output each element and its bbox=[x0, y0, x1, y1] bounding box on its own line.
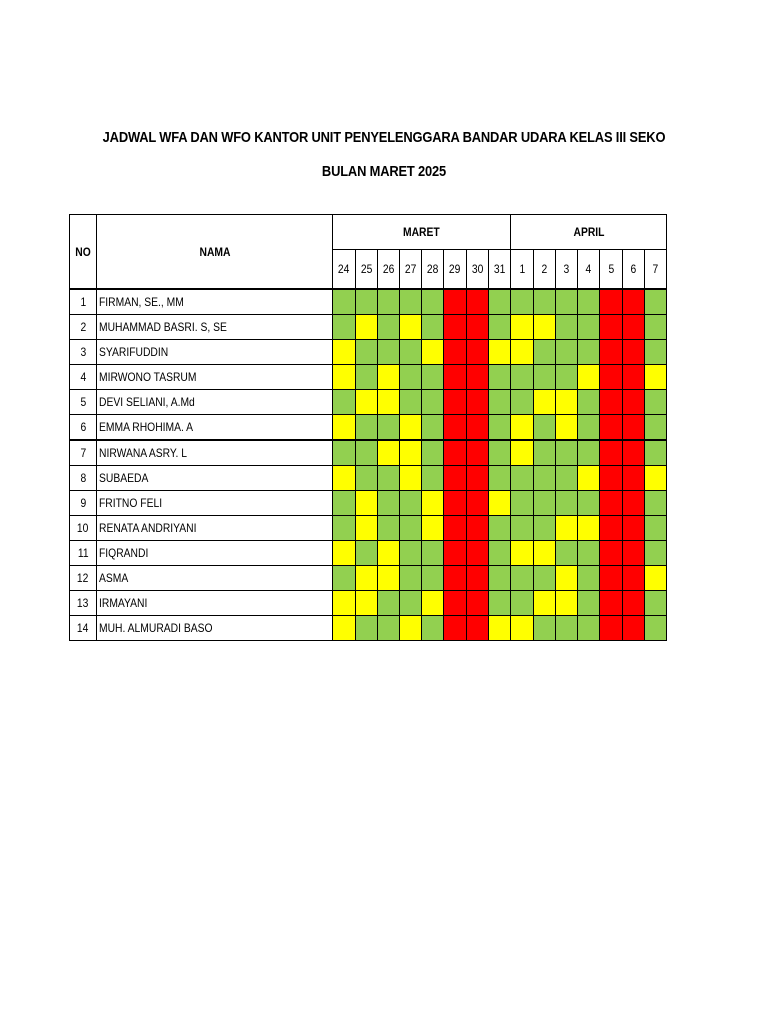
schedule-cell bbox=[623, 415, 645, 441]
schedule-cell bbox=[600, 591, 623, 616]
schedule-cell bbox=[578, 616, 600, 641]
schedule-cell bbox=[400, 566, 422, 591]
schedule-cell bbox=[378, 365, 400, 390]
header-day: 6 bbox=[623, 250, 645, 290]
document-subtitle: BULAN MARET 2025 bbox=[321, 163, 447, 180]
schedule-cell bbox=[600, 616, 623, 641]
header-month-maret: MARET bbox=[333, 215, 511, 250]
employee-name: SYARIFUDDIN bbox=[97, 340, 333, 365]
schedule-cell bbox=[444, 415, 467, 441]
row-number: 6 bbox=[70, 415, 97, 441]
schedule-cell bbox=[623, 591, 645, 616]
schedule-cell bbox=[444, 289, 467, 315]
schedule-cell bbox=[422, 415, 444, 441]
header-month-april: APRIL bbox=[511, 215, 667, 250]
table-row bbox=[70, 491, 667, 516]
schedule-cell bbox=[534, 340, 556, 365]
schedule-cell bbox=[378, 440, 400, 466]
schedule-cell bbox=[400, 315, 422, 340]
schedule-cell bbox=[400, 491, 422, 516]
employee-name: NIRWANA ASRY. L bbox=[97, 440, 333, 466]
schedule-cell bbox=[489, 541, 511, 566]
schedule-cell bbox=[444, 315, 467, 340]
schedule-cell bbox=[600, 315, 623, 340]
schedule-cell bbox=[600, 491, 623, 516]
schedule-cell bbox=[534, 491, 556, 516]
employee-name: SUBAEDA bbox=[97, 466, 333, 491]
schedule-cell bbox=[489, 289, 511, 315]
table-row bbox=[70, 315, 667, 340]
schedule-cell bbox=[356, 440, 378, 466]
schedule-cell bbox=[378, 466, 400, 491]
schedule-cell bbox=[444, 591, 467, 616]
schedule-cell bbox=[600, 516, 623, 541]
schedule-cell bbox=[378, 616, 400, 641]
schedule-cell bbox=[333, 340, 356, 365]
schedule-cell bbox=[600, 390, 623, 415]
row-number: 12 bbox=[70, 566, 97, 591]
header-day: 24 bbox=[333, 250, 356, 290]
employee-name: RENATA ANDRIYANI bbox=[97, 516, 333, 541]
schedule-cell bbox=[645, 315, 667, 340]
table-row bbox=[70, 591, 667, 616]
schedule-cell bbox=[645, 566, 667, 591]
schedule-cell bbox=[467, 516, 489, 541]
row-number: 13 bbox=[70, 591, 97, 616]
schedule-cell bbox=[489, 365, 511, 390]
schedule-cell bbox=[645, 516, 667, 541]
schedule-cell bbox=[600, 440, 623, 466]
schedule-cell bbox=[422, 340, 444, 365]
employee-name: MUH. ALMURADI BASO bbox=[97, 616, 333, 641]
schedule-cell bbox=[556, 440, 578, 466]
schedule-cell bbox=[645, 340, 667, 365]
schedule-cell bbox=[556, 466, 578, 491]
schedule-cell bbox=[489, 440, 511, 466]
schedule-cell bbox=[556, 516, 578, 541]
schedule-cell bbox=[444, 541, 467, 566]
schedule-cell bbox=[578, 491, 600, 516]
schedule-cell bbox=[422, 440, 444, 466]
schedule-cell bbox=[511, 566, 534, 591]
schedule-cell bbox=[534, 365, 556, 390]
schedule-cell bbox=[467, 566, 489, 591]
schedule-cell bbox=[623, 566, 645, 591]
header-day: 2 bbox=[534, 250, 556, 290]
row-number: 5 bbox=[70, 390, 97, 415]
employee-name: EMMA RHOHIMA. A bbox=[97, 415, 333, 441]
schedule-cell bbox=[356, 315, 378, 340]
schedule-cell bbox=[623, 616, 645, 641]
schedule-cell bbox=[356, 616, 378, 641]
schedule-cell bbox=[600, 566, 623, 591]
schedule-cell bbox=[645, 591, 667, 616]
employee-name: DEVI SELIANI, A.Md bbox=[97, 390, 333, 415]
header-day: 31 bbox=[489, 250, 511, 290]
schedule-cell bbox=[378, 390, 400, 415]
schedule-cell bbox=[556, 591, 578, 616]
schedule-cell bbox=[467, 616, 489, 641]
schedule-cell bbox=[489, 466, 511, 491]
header-day: 28 bbox=[422, 250, 444, 290]
schedule-cell bbox=[489, 491, 511, 516]
header-day: 5 bbox=[600, 250, 623, 290]
schedule-cell bbox=[489, 340, 511, 365]
schedule-cell bbox=[489, 516, 511, 541]
schedule-cell bbox=[378, 541, 400, 566]
schedule-cell bbox=[333, 365, 356, 390]
schedule-cell bbox=[422, 541, 444, 566]
schedule-cell bbox=[556, 566, 578, 591]
schedule-cell bbox=[467, 466, 489, 491]
schedule-cell bbox=[378, 415, 400, 441]
employee-name: FIQRANDI bbox=[97, 541, 333, 566]
schedule-cell bbox=[467, 491, 489, 516]
schedule-cell bbox=[356, 415, 378, 441]
schedule-cell bbox=[511, 516, 534, 541]
schedule-cell bbox=[556, 491, 578, 516]
employee-name: MUHAMMAD BASRI. S, SE bbox=[97, 315, 333, 340]
schedule-cell bbox=[600, 365, 623, 390]
schedule-cell bbox=[467, 390, 489, 415]
schedule-cell bbox=[333, 616, 356, 641]
schedule-cell bbox=[578, 365, 600, 390]
header-day: 27 bbox=[400, 250, 422, 290]
schedule-cell bbox=[333, 591, 356, 616]
schedule-cell bbox=[534, 541, 556, 566]
schedule-cell bbox=[400, 440, 422, 466]
schedule-cell bbox=[444, 516, 467, 541]
header-day: 4 bbox=[578, 250, 600, 290]
schedule-cell bbox=[467, 289, 489, 315]
schedule-cell bbox=[356, 591, 378, 616]
schedule-cell bbox=[400, 541, 422, 566]
schedule-cell bbox=[467, 365, 489, 390]
schedule-cell bbox=[422, 289, 444, 315]
table-row bbox=[70, 289, 667, 315]
schedule-cell bbox=[422, 390, 444, 415]
schedule-cell bbox=[400, 415, 422, 441]
schedule-cell bbox=[623, 365, 645, 390]
schedule-cell bbox=[356, 466, 378, 491]
schedule-cell bbox=[422, 466, 444, 491]
schedule-cell bbox=[578, 440, 600, 466]
schedule-cell bbox=[556, 415, 578, 441]
schedule-cell bbox=[511, 440, 534, 466]
table-row bbox=[70, 340, 667, 365]
schedule-cell bbox=[645, 390, 667, 415]
schedule-cell bbox=[645, 440, 667, 466]
header-day: 29 bbox=[444, 250, 467, 290]
document-title: JADWAL WFA DAN WFO KANTOR UNIT PENYELENGGARA BANDAR UDARA KELAS III SEKO bbox=[102, 129, 666, 146]
schedule-cell bbox=[556, 541, 578, 566]
schedule-cell bbox=[645, 289, 667, 315]
schedule-cell bbox=[511, 365, 534, 390]
schedule-cell bbox=[578, 315, 600, 340]
schedule-cell bbox=[378, 491, 400, 516]
schedule-cell bbox=[422, 566, 444, 591]
schedule-cell bbox=[444, 440, 467, 466]
schedule-cell bbox=[400, 340, 422, 365]
schedule-cell bbox=[400, 289, 422, 315]
schedule-cell bbox=[467, 440, 489, 466]
schedule-cell bbox=[556, 365, 578, 390]
schedule-cell bbox=[378, 289, 400, 315]
table-row bbox=[70, 440, 667, 466]
header-day: 25 bbox=[356, 250, 378, 290]
schedule-cell bbox=[356, 289, 378, 315]
schedule-cell bbox=[556, 340, 578, 365]
employee-name: IRMAYANI bbox=[97, 591, 333, 616]
schedule-cell bbox=[444, 491, 467, 516]
schedule-cell bbox=[333, 566, 356, 591]
schedule-cell bbox=[489, 390, 511, 415]
schedule-cell bbox=[578, 541, 600, 566]
schedule-cell bbox=[578, 516, 600, 541]
schedule-cell bbox=[378, 315, 400, 340]
schedule-cell bbox=[511, 315, 534, 340]
schedule-cell bbox=[534, 591, 556, 616]
schedule-cell bbox=[467, 591, 489, 616]
schedule-cell bbox=[356, 491, 378, 516]
schedule-cell bbox=[645, 466, 667, 491]
schedule-cell bbox=[333, 315, 356, 340]
schedule-cell bbox=[422, 365, 444, 390]
employee-name: ASMA bbox=[97, 566, 333, 591]
schedule-cell bbox=[623, 340, 645, 365]
schedule-cell bbox=[467, 340, 489, 365]
table-row bbox=[70, 616, 667, 641]
schedule-cell bbox=[489, 315, 511, 340]
schedule-cell bbox=[534, 566, 556, 591]
schedule-cell bbox=[511, 541, 534, 566]
schedule-cell bbox=[623, 390, 645, 415]
schedule-cell bbox=[400, 591, 422, 616]
schedule-cell bbox=[356, 340, 378, 365]
schedule-cell bbox=[467, 315, 489, 340]
schedule-table bbox=[69, 214, 667, 641]
schedule-cell bbox=[623, 491, 645, 516]
schedule-cell bbox=[489, 591, 511, 616]
header-day: 26 bbox=[378, 250, 400, 290]
schedule-cell bbox=[356, 365, 378, 390]
schedule-cell bbox=[511, 591, 534, 616]
schedule-cell bbox=[467, 541, 489, 566]
schedule-cell bbox=[556, 315, 578, 340]
schedule-cell bbox=[444, 390, 467, 415]
schedule-cell bbox=[623, 516, 645, 541]
schedule-cell bbox=[578, 566, 600, 591]
schedule-cell bbox=[600, 289, 623, 315]
schedule-cell bbox=[333, 466, 356, 491]
schedule-cell bbox=[489, 616, 511, 641]
schedule-cell bbox=[356, 541, 378, 566]
row-number: 1 bbox=[70, 289, 97, 315]
schedule-cell bbox=[623, 541, 645, 566]
schedule-cell bbox=[422, 491, 444, 516]
schedule-cell bbox=[645, 491, 667, 516]
schedule-cell bbox=[623, 466, 645, 491]
schedule-cell bbox=[534, 315, 556, 340]
schedule-cell bbox=[578, 591, 600, 616]
schedule-cell bbox=[600, 415, 623, 441]
schedule-cell bbox=[623, 440, 645, 466]
header-day: 30 bbox=[467, 250, 489, 290]
schedule-cell bbox=[645, 616, 667, 641]
schedule-cell bbox=[534, 289, 556, 315]
table-row bbox=[70, 390, 667, 415]
schedule-cell bbox=[444, 566, 467, 591]
schedule-cell bbox=[333, 516, 356, 541]
schedule-cell bbox=[422, 616, 444, 641]
table-row bbox=[70, 541, 667, 566]
schedule-cell bbox=[356, 566, 378, 591]
row-number: 8 bbox=[70, 466, 97, 491]
schedule-cell bbox=[511, 340, 534, 365]
schedule-cell bbox=[333, 440, 356, 466]
schedule-cell bbox=[578, 390, 600, 415]
schedule-cell bbox=[534, 466, 556, 491]
row-number: 2 bbox=[70, 315, 97, 340]
schedule-cell bbox=[400, 365, 422, 390]
schedule-cell bbox=[444, 365, 467, 390]
schedule-cell bbox=[400, 616, 422, 641]
schedule-cell bbox=[444, 340, 467, 365]
schedule-cell bbox=[400, 390, 422, 415]
schedule-cell bbox=[511, 491, 534, 516]
schedule-cell bbox=[489, 415, 511, 441]
schedule-cell bbox=[578, 415, 600, 441]
schedule-cell bbox=[534, 516, 556, 541]
schedule-cell bbox=[378, 591, 400, 616]
schedule-cell bbox=[422, 591, 444, 616]
schedule-cell bbox=[511, 390, 534, 415]
schedule-cell bbox=[578, 289, 600, 315]
table-row bbox=[70, 466, 667, 491]
row-number: 3 bbox=[70, 340, 97, 365]
schedule-cell bbox=[400, 466, 422, 491]
row-number: 11 bbox=[70, 541, 97, 566]
employee-name: FIRMAN, SE., MM bbox=[97, 289, 333, 315]
header-day: 7 bbox=[645, 250, 667, 290]
schedule-cell bbox=[511, 289, 534, 315]
schedule-cell bbox=[556, 616, 578, 641]
schedule-cell bbox=[534, 440, 556, 466]
employee-name: FRITNO FELI bbox=[97, 491, 333, 516]
schedule-cell bbox=[333, 289, 356, 315]
schedule-cell bbox=[600, 466, 623, 491]
schedule-cell bbox=[356, 390, 378, 415]
employee-name: MIRWONO TASRUM bbox=[97, 365, 333, 390]
schedule-cell bbox=[534, 415, 556, 441]
schedule-cell bbox=[600, 340, 623, 365]
schedule-cell bbox=[444, 466, 467, 491]
schedule-cell bbox=[333, 541, 356, 566]
header-day: 3 bbox=[556, 250, 578, 290]
row-number: 4 bbox=[70, 365, 97, 390]
schedule-cell bbox=[422, 516, 444, 541]
schedule-cell bbox=[623, 289, 645, 315]
row-number: 7 bbox=[70, 440, 97, 466]
row-number: 10 bbox=[70, 516, 97, 541]
schedule-cell bbox=[600, 541, 623, 566]
schedule-cell bbox=[534, 390, 556, 415]
row-number: 9 bbox=[70, 491, 97, 516]
header-nama: NAMA bbox=[97, 215, 333, 290]
schedule-cell bbox=[467, 415, 489, 441]
row-number: 14 bbox=[70, 616, 97, 641]
schedule-cell bbox=[489, 566, 511, 591]
schedule-cell bbox=[511, 415, 534, 441]
schedule-cell bbox=[645, 415, 667, 441]
schedule-cell bbox=[422, 315, 444, 340]
schedule-cell bbox=[511, 466, 534, 491]
schedule-cell bbox=[378, 566, 400, 591]
schedule-cell bbox=[356, 516, 378, 541]
schedule-cell bbox=[378, 340, 400, 365]
schedule-cell bbox=[378, 516, 400, 541]
table-row bbox=[70, 516, 667, 541]
schedule-cell bbox=[511, 616, 534, 641]
schedule-cell bbox=[645, 541, 667, 566]
schedule-cell bbox=[333, 390, 356, 415]
schedule-cell bbox=[444, 616, 467, 641]
schedule-cell bbox=[578, 466, 600, 491]
schedule-cell bbox=[556, 289, 578, 315]
schedule-cell bbox=[556, 390, 578, 415]
header-day: 1 bbox=[511, 250, 534, 290]
schedule-cell bbox=[400, 516, 422, 541]
table-row bbox=[70, 365, 667, 390]
header-no: NO bbox=[70, 215, 97, 290]
schedule-cell bbox=[623, 315, 645, 340]
table-row bbox=[70, 415, 667, 441]
schedule-cell bbox=[333, 491, 356, 516]
schedule-cell bbox=[534, 616, 556, 641]
table-row bbox=[70, 566, 667, 591]
schedule-cell bbox=[578, 340, 600, 365]
schedule-cell bbox=[645, 365, 667, 390]
schedule-cell bbox=[333, 415, 356, 441]
